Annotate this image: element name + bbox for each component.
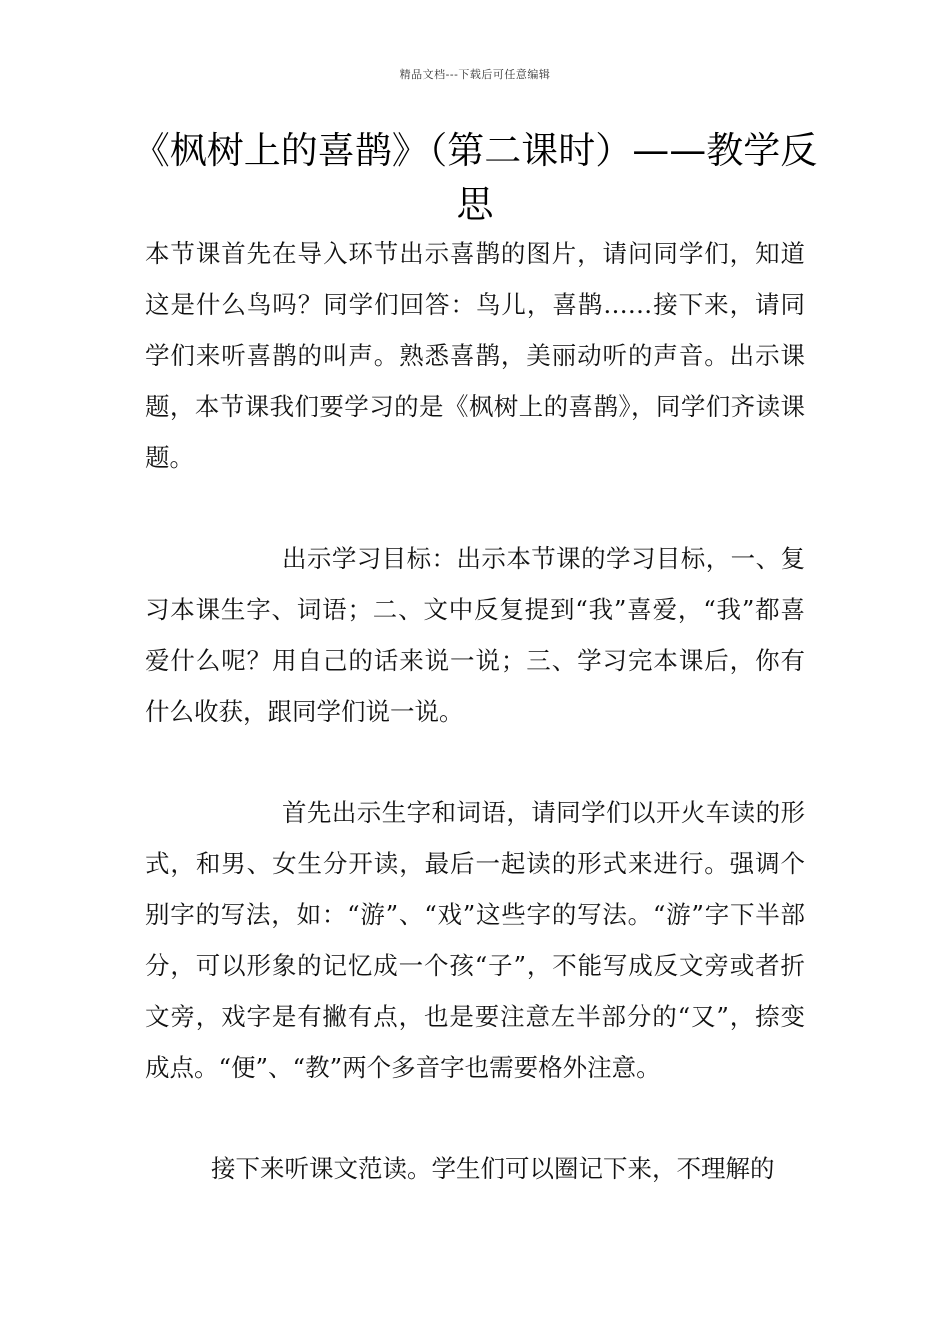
document-body <box>145 228 805 1194</box>
paragraph-intro: 本节课首先在导入环节出示喜鹊的图片，请问同学们，知道这是什么鸟吗？同学们回答：鸟儿，喜鹊……接下来，请同学们来听喜鹊的叫声。熟悉喜鹊，美丽动听的声音。出示课题，本节课我们要学习的是《枫树上的喜鹊》，同学们齐读课题。 <box>145 239 805 472</box>
header-note: 精品文档---下载后可任意编辑 <box>399 68 551 81</box>
paragraph-objectives: 出示学习目标：出示本节课的学习目标，一、复习本课生字、词语；二、文中反复提到“我”喜爱，“我”都喜爱什么呢？用自己的话来说一说；三、学习完本课后，你有什么收获，跟同学们说一说。 <box>145 544 805 726</box>
document-title: 《枫树上的喜鹊》（第二课时）——教学反思 <box>132 129 818 226</box>
paragraph-vocabulary: 首先出示生字和词语，请同学们以开火车读的形式，和男、女生分开读，最后一起读的形式来进行。强调个别字的写法，如：“游”、“戏”这些字的写法。“游”字下半部分，可以形象的记忆成一个孩“子”，不能写成反文旁或者折文旁，戏字是有撇有点，也是要注意左半部分的“又”，捺变成点。“便”、“教”两个多音字也需要格外注意。 <box>145 798 805 1082</box>
paragraph-reading: 接下来听课文范读。学生们可以圈记下来，不理解的 <box>211 1154 775 1183</box>
